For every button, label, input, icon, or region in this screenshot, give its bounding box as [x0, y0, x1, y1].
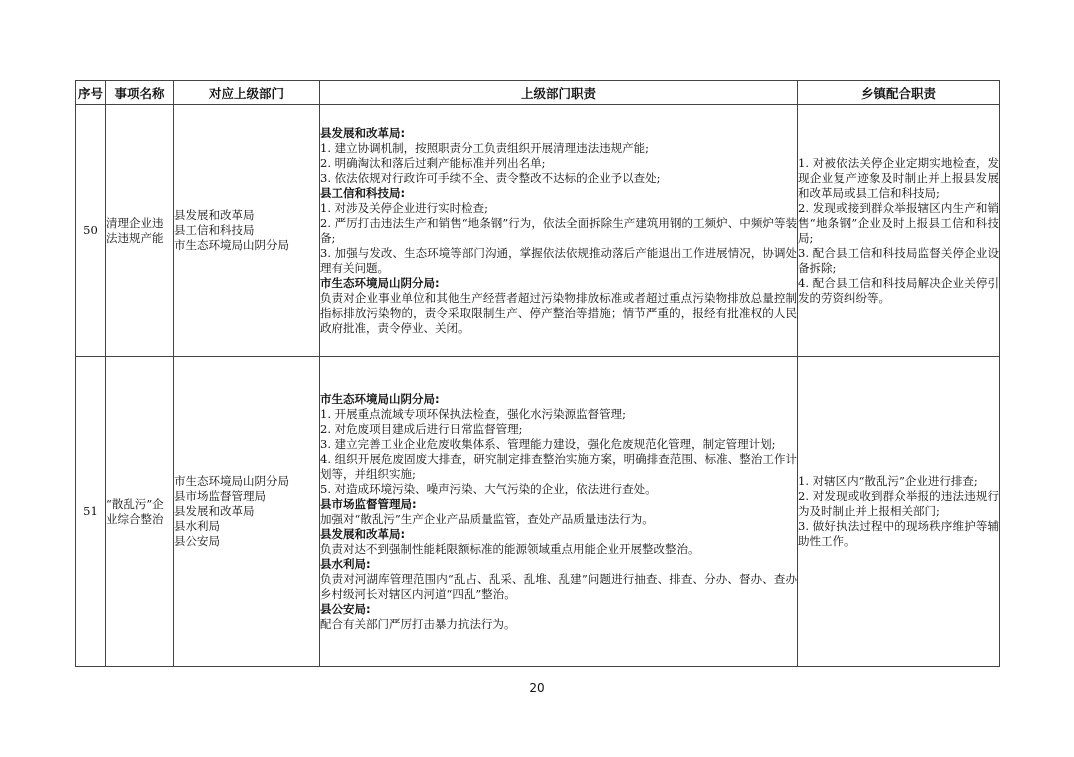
header-town-duty: 乡镇配合职责 — [798, 81, 1000, 105]
duty-line: 负责对达不到强制性能耗限额标准的能源领域重点用能企业开展整改整治。 — [320, 541, 700, 556]
header-parent-dept: 对应上级部门 — [174, 81, 320, 105]
department: 市生态环境局山阴分局 — [174, 474, 289, 488]
town-duty-line: 4. 配合县工信和科技局解决企业关停引发的劳资纠纷等。 — [798, 275, 999, 305]
town-duty-line: 2. 对发现或收到群众举报的违法违规行为及时制止并上报相关部门; — [798, 489, 999, 518]
duty-line: 1. 开展重点流域专项环保执法检查，强化水污染源监督管理; — [320, 406, 626, 421]
parent-duty-cell — [320, 357, 798, 667]
agency-heading: 县水利局: — [320, 556, 371, 571]
department: 县发展和改革局 — [174, 208, 255, 222]
department: 县工信和科技局 — [174, 223, 255, 237]
item-name: 清理企业违法违规产能 — [106, 105, 174, 357]
town-duty-line: 3. 配合县工信和科技局监督关停企业设备拆除; — [798, 245, 999, 275]
agency-heading: 市生态环境局山阴分局: — [320, 275, 440, 290]
town-duty-line: 1. 对被依法关停企业定期实地检查，发现企业复产迹象及时制止并上报县发展和改革局或县工信和科技局; — [798, 155, 999, 200]
department: 县发展和改革局 — [174, 504, 255, 518]
agency-heading: 县公安局: — [320, 601, 371, 616]
table-row — [76, 357, 1000, 667]
duty-line: 2. 严厉打击违法生产和销售“地条钢”行为，依法全面拆除生产建筑用钢的工频炉、中频炉等装备; — [320, 215, 797, 245]
department-list — [174, 105, 320, 357]
town-duty-cell — [798, 105, 1000, 357]
header-seq: 序号 — [76, 81, 106, 105]
duty-line: 负责对企业事业单位和其他生产经营者超过污染物排放标准或者超过重点污染物排放总量控制指标排放污染物的，责令采取限制生产、停产整治等措施；情节严重的，报经有批准权的人民政府批准，责令停业、关闭。 — [320, 290, 797, 335]
town-duty-cell — [798, 357, 1000, 667]
department: 县水利局 — [174, 519, 220, 533]
town-duty-line: 3. 做好执法过程中的现场秩序维护等辅助性工作。 — [798, 519, 999, 548]
duty-line: 负责对河湖库管理范围内“乱占、乱采、乱堆、乱建”问题进行抽查、排查、分办、督办、查办乡村级河长对辖区内河道“四乱”整治。 — [320, 571, 797, 601]
duty-line: 1. 对涉及关停企业进行实时检查; — [320, 200, 489, 215]
table-header-row — [76, 81, 1000, 105]
duty-line: 3. 建立完善工业企业危废收集体系、管理能力建设，强化危废规范化管理，制定管理计划; — [320, 436, 776, 451]
department: 县公安局 — [174, 534, 220, 548]
page-number: 20 — [529, 681, 545, 695]
town-duty-line: 2. 发现或接到群众举报辖区内生产和销售“地条钢”企业及时上报县工信和科技局; — [798, 200, 999, 245]
duty-line: 2. 对危废项目建成后进行日常监督管理; — [320, 421, 523, 436]
town-duty-line: 1. 对辖区内“散乱污”企业进行排查; — [798, 474, 978, 488]
row-number: 51 — [76, 357, 106, 667]
header-parent-duty: 上级部门职责 — [320, 81, 798, 105]
department: 市生态环境局山阴分局 — [174, 238, 289, 252]
item-name: “散乱污”企业综合整治 — [106, 357, 174, 667]
agency-heading: 县工信和科技局: — [320, 185, 406, 200]
duty-line: 4. 组织开展危废固废大排查，研究制定排查整治实施方案，明确排查范围、标准、整治工作计划等，并组织实施; — [320, 451, 797, 481]
duty-line: 2. 明确淘汰和落后过剩产能标准并列出名单; — [320, 155, 546, 170]
agency-heading: 市生态环境局山阴分局: — [320, 391, 440, 406]
duty-line: 配合有关部门严厉打击暴力抗法行为。 — [320, 616, 516, 631]
agency-heading: 县发展和改革局: — [320, 526, 406, 541]
row-number: 50 — [76, 105, 106, 357]
responsibility-table — [75, 80, 1000, 667]
header-item-name: 事项名称 — [106, 81, 174, 105]
duty-line: 加强对“散乱污”生产企业产品质量监管，查处产品质量违法行为。 — [320, 511, 654, 526]
agency-heading: 县发展和改革局: — [320, 125, 406, 140]
duty-line: 3. 加强与发改、生态环境等部门沟通，掌握依法依规推动落后产能退出工作进展情况，协调处理有关问题。 — [320, 245, 797, 275]
table-row — [76, 105, 1000, 357]
duty-line: 5. 对造成环境污染、噪声污染、大气污染的企业，依法进行查处。 — [320, 481, 657, 496]
department-list — [174, 357, 320, 667]
duty-line: 3. 依法依规对行政许可手续不全、责令整改不达标的企业予以查处; — [320, 170, 661, 185]
agency-heading: 县市场监督管理局: — [320, 496, 417, 511]
department: 县市场监督管理局 — [174, 489, 266, 503]
parent-duty-cell — [320, 105, 798, 357]
duty-line: 1. 建立协调机制，按照职责分工负责组织开展清理违法违规产能; — [320, 140, 649, 155]
